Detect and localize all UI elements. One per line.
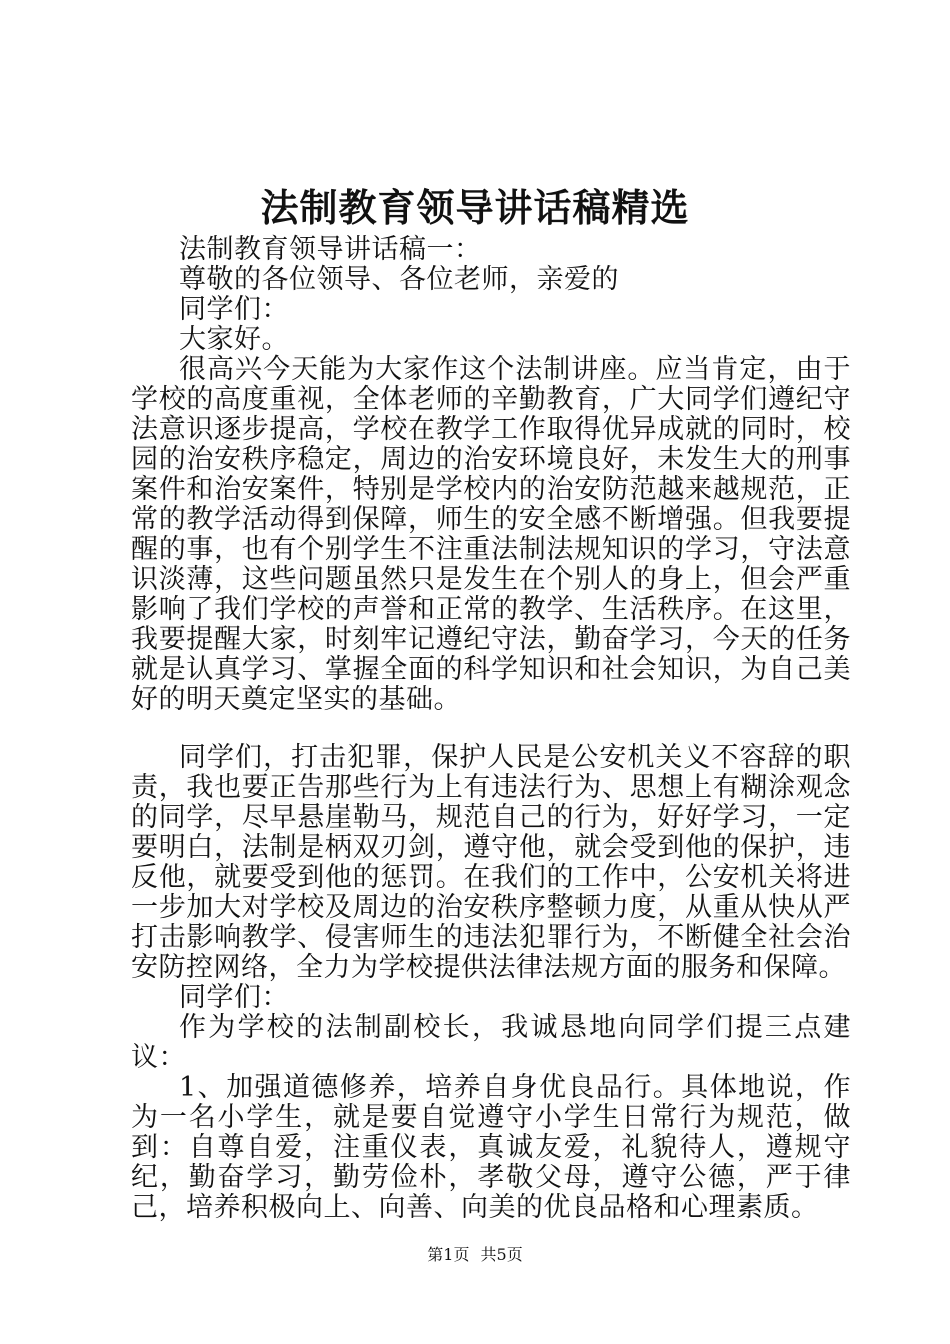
document-body	[131, 235, 851, 1223]
paragraph-body-1: 很高兴今天能为大家作这个法制讲座。应当肯定，由于学校的高度重视，全体老师的辛勤教育，广大同学们遵纪守法意识逐步提高，学校在教学工作取得优异成就的同时，校园的治安秩序稳定，周边的治安环境良好，未发生大的刑事案件和治安案件，特别是学校内的治安防范越来越规范，正常的教学活动得到保障，师生的安全感不断增强。但我要提醒的事，也有个别学生不注重法制法规知识的学习，守法意识淡薄，这些问题虽然只是发生在个别人的身上，但会严重影响了我们学校的声誉和正常的教学、生活秩序。在这里，我要提醒大家，时刻牢记遵纪守法，勤奋学习，今天的任务就是认真学习、掌握全面的科学知识和社会知识，为自己美好的明天奠定坚实的基础。	[131, 354, 851, 715]
paragraph-intro: 作为学校的法制副校长，我诚恳地向同学们提三点建议：	[131, 1012, 851, 1073]
paragraph-salutation: 尊敬的各位领导、各位老师，亲爱的	[179, 264, 619, 295]
page-total: 共5页	[480, 1245, 523, 1264]
paragraph-greeting: 大家好。	[179, 324, 289, 355]
page-footer	[0, 1244, 950, 1266]
paragraph-heading: 法制教育领导讲话稿一：	[179, 234, 482, 265]
paragraph-body-2: 同学们，打击犯罪，保护人民是公安机关义不容辞的职责，我也要正告那些行为上有违法行为、思想上有糊涂观念的同学，尽早悬崖勒马，规范自己的行为，好好学习，一定要明白，法制是柄双刃剑，遵守他，就会受到他的保护，违反他，就要受到他的惩罚。在我们的工作中，公安机关将进一步加大对学校及周边的治安秩序整顿力度，从重从快从严打击影响教学、侵害师生的违法犯罪行为，不断健全社会治安防控网络，全力为学校提供法律法规方面的服务和保障。	[131, 742, 851, 983]
paragraph-address: 同学们：	[179, 982, 289, 1013]
paragraph-salutation-cont: 同学们：	[179, 294, 289, 325]
document-title: 法制教育领导讲话稿精选	[260, 185, 690, 230]
page-number: 第1页	[427, 1245, 470, 1264]
paragraph-point-1: 1、加强道德修养，培养自身优良品行。具体地说，作为一名小学生，就是要自觉遵守小学生日常行为规范，做到：自尊自爱，注重仪表，真诚友爱，礼貌待人，遵规守纪，勤奋学习，勤劳俭朴，孝敬父母，遵守公德，严于律己，培养积极向上、向善、向美的优良品格和心理素质。	[131, 1072, 851, 1223]
